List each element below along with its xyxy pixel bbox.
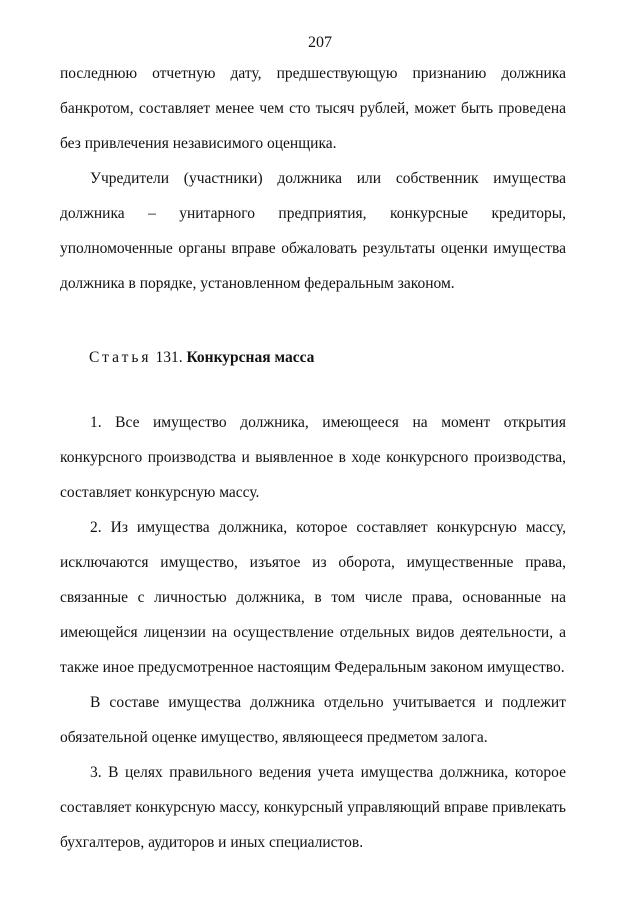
paragraph-appeal-valuation: Учредители (участники) должника или собственник имущества должника – унитарного предприятия, конкурсные кредиторы, уполномоченные органы вправе обжаловать результаты оценки имущества должника в порядке, установленном федеральным законом. — [60, 170, 566, 292]
article-paragraph-pledge: В составе имущества должника отдельно учитывается и подлежит обязательной оценке имущество, являющееся предметом залога. — [60, 694, 566, 746]
article-title: Конкурсная масса — [186, 349, 315, 366]
article-paragraph-2: 2. Из имущества должника, которое составляет конкурсную массу, исключаются имущество, изъятое из оборота, имущественные права, связанные с личностью должника, в том числе права, основанные на имеющейся лицензии на осуществление отдельных видов деятельности, а также иное предусмотренное настоящим Федеральным законом имущество. — [60, 519, 566, 676]
page-number: 207 — [308, 34, 332, 51]
paragraph-continuation: последнюю отчетную дату, предшествующую признанию должника банкротом, составляет менее чем сто тысяч рублей, может быть проведена без привлечения независимого оценщика. — [60, 65, 566, 152]
article-paragraph-1: 1. Все имущество должника, имеющееся на момент открытия конкурсного производства и выявленное в ходе конкурсного производства, составляет конкурсную массу. — [60, 414, 566, 501]
article-label: Статья — [89, 349, 152, 366]
article-number: 131. — [155, 349, 183, 366]
article-heading — [89, 340, 314, 375]
article-paragraph-3: 3. В целях правильного ведения учета имущества должника, которое составляет конкурсную массу, конкурсный управляющий вправе привлекать бухгалтеров, аудиторов и иных специалистов. — [60, 764, 566, 851]
